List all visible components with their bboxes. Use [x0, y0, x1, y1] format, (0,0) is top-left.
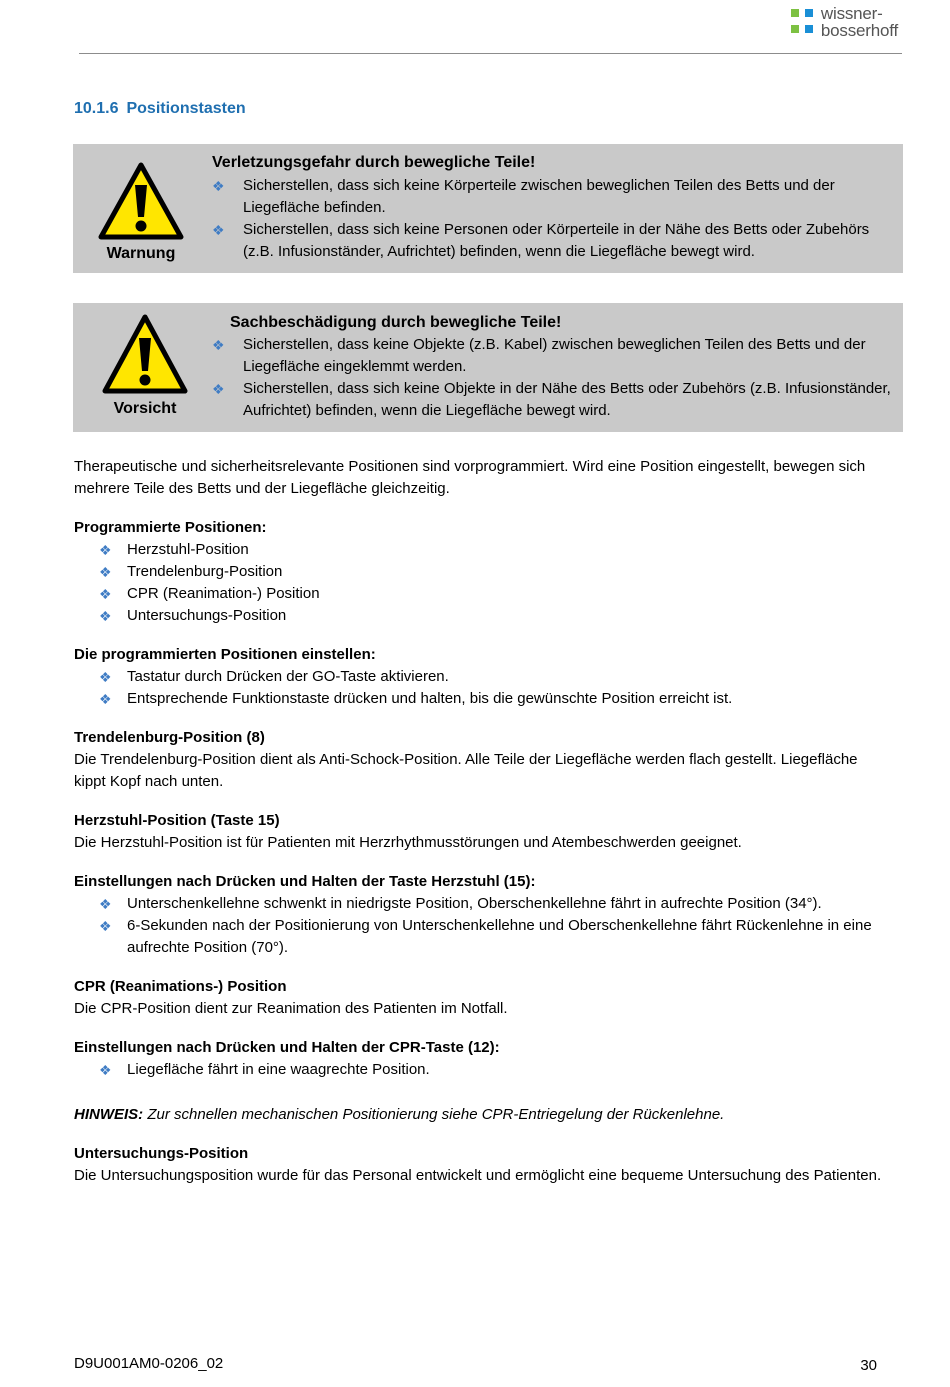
warning-triangle-icon	[97, 161, 185, 241]
diamond-bullet-icon: ❖	[99, 1062, 112, 1078]
untersuchung-text: Die Untersuchungsposition wurde für das Personal entwickelt und ermöglicht eine bequeme Untersuchung des Patienten.	[74, 1167, 882, 1184]
section-number: 10.1.6	[74, 100, 119, 117]
cpr-settings-heading: Einstellungen nach Drücken und Halten der CPR-Taste (12):	[74, 1039, 500, 1056]
trendelenburg-heading: Trendelenburg-Position (8)	[74, 729, 265, 746]
section-title	[74, 100, 254, 118]
list-item: ❖ Sicherstellen, dass sich keine Objekte in der Nähe des Betts oder Zubehörs (z.B. Infusionständer, Aufrichtet) befinden, wenn die Liegefläche bewegt wird.	[212, 380, 891, 419]
warning-list	[212, 175, 892, 263]
untersuchung-heading: Untersuchungs-Position	[74, 1145, 249, 1162]
list-item: ❖ Entsprechende Funktionstaste drücken und halten, bis die gewünschte Position erreicht ist.	[74, 688, 884, 710]
warning-label: Warnung	[106, 245, 176, 262]
diamond-bullet-icon: ❖	[99, 918, 112, 934]
trendelenburg-text: Die Trendelenburg-Position dient als Anti-Schock-Position. Alle Teile der Liegefläche werden flach gestellt. Liegefläche kippt Kopf nach unten.	[74, 751, 858, 790]
list-item: ❖ CPR (Reanimation-) Position	[74, 583, 884, 605]
logo-line-2: bosserhoff	[820, 21, 898, 40]
programmed-list	[74, 539, 884, 627]
diamond-bullet-icon: ❖	[212, 222, 225, 238]
herzstuhl-heading: Herzstuhl-Position (Taste 15)	[74, 812, 280, 829]
list-item: ❖ Sicherstellen, dass keine Objekte (z.B. Kabel) zwischen beweglichen Teilen des Betts und der Liegefläche eingeklemmt werden.	[212, 336, 866, 375]
logo-square	[791, 9, 799, 17]
page-number: 30	[860, 1357, 877, 1374]
caution-label: Vorsicht	[113, 400, 177, 417]
main-content	[74, 456, 884, 1187]
diamond-bullet-icon: ❖	[99, 691, 112, 707]
cpr-heading: CPR (Reanimations-) Position	[74, 978, 287, 995]
diamond-bullet-icon: ❖	[212, 381, 225, 397]
logo-text	[821, 5, 898, 39]
logo-squares-icon	[791, 9, 813, 33]
programmed-heading: Programmierte Positionen:	[74, 519, 267, 536]
intro-paragraph: Therapeutische und sicherheitsrelevante Positionen sind vorprogrammiert. Wird eine Position eingestellt, bewegen sich mehrere Teile des Betts und der Liegefläche gleichzeitig.	[74, 458, 866, 497]
list-item: ❖ Tastatur durch Drücken der GO-Taste aktivieren.	[74, 666, 884, 688]
list-item: ❖ Liegefläche fährt in eine waagrechte Position.	[74, 1059, 884, 1081]
caution-triangle-icon	[101, 313, 189, 395]
hinweis-label: HINWEIS:	[74, 1106, 144, 1123]
list-item: ❖ Sicherstellen, dass sich keine Personen oder Körperteile in der Nähe des Betts oder Zubehörs (z.B. Infusionständer, Aufrichtet) befinden, wenn die Liegefläche bewegt wird.	[212, 221, 870, 260]
warning-symbol	[97, 161, 185, 263]
cpr-settings-list	[74, 1059, 884, 1081]
list-item: ❖ Herzstuhl-Position	[74, 539, 884, 561]
diamond-bullet-icon: ❖	[99, 608, 112, 624]
document-id: D9U001AM0-0206_02	[74, 1355, 224, 1372]
company-logo	[791, 5, 898, 39]
setting-list	[74, 666, 884, 710]
logo-square	[805, 25, 813, 33]
herzstuhl-settings-list	[74, 893, 884, 959]
hinweis-note	[74, 1104, 884, 1126]
diamond-bullet-icon: ❖	[99, 586, 112, 602]
warning-box	[73, 144, 903, 273]
caution-symbol	[101, 313, 189, 418]
diamond-bullet-icon: ❖	[99, 542, 112, 558]
list-item: ❖ Sicherstellen, dass sich keine Körperteile zwischen beweglichen Teilen des Betts und der Liegefläche befinden.	[212, 177, 835, 216]
diamond-bullet-icon: ❖	[212, 337, 225, 353]
herzstuhl-text: Die Herzstuhl-Position ist für Patienten mit Herzrhythmusstörungen und Atembeschwerden geeignet.	[74, 834, 742, 851]
diamond-bullet-icon: ❖	[212, 178, 225, 194]
section-title-text: Positionstasten	[126, 100, 246, 117]
caution-title: Sachbeschädigung durch bewegliche Teile!	[230, 314, 562, 331]
logo-line-1: wissner-	[820, 4, 883, 23]
list-item: ❖ Untersuchungs-Position	[74, 605, 884, 627]
logo-square	[805, 9, 813, 17]
header-divider	[79, 53, 902, 54]
warning-title: Verletzungsgefahr durch bewegliche Teile!	[212, 154, 536, 171]
caution-box	[73, 303, 903, 432]
list-item: ❖ Unterschenkellehne schwenkt in niedrigste Position, Oberschenkellehne fährt in aufrechte Position (34°).	[74, 893, 884, 915]
caution-list	[212, 334, 892, 422]
diamond-bullet-icon: ❖	[99, 896, 112, 912]
cpr-text: Die CPR-Position dient zur Reanimation des Patienten im Notfall.	[74, 1000, 508, 1017]
list-item: ❖ Trendelenburg-Position	[74, 561, 884, 583]
diamond-bullet-icon: ❖	[99, 669, 112, 685]
setting-heading: Die programmierten Positionen einstellen:	[74, 646, 376, 663]
logo-square	[791, 25, 799, 33]
herzstuhl-settings-heading: Einstellungen nach Drücken und Halten der Taste Herzstuhl (15):	[74, 873, 536, 890]
hinweis-text: Zur schnellen mechanischen Positionierung siehe CPR-Entriegelung der Rückenlehne.	[143, 1106, 725, 1123]
diamond-bullet-icon: ❖	[99, 564, 112, 580]
list-item: ❖ 6-Sekunden nach der Positionierung von Unterschenkellehne und Oberschenkellehne fährt Rückenlehne in eine aufrechte Position (70°).	[99, 917, 872, 956]
